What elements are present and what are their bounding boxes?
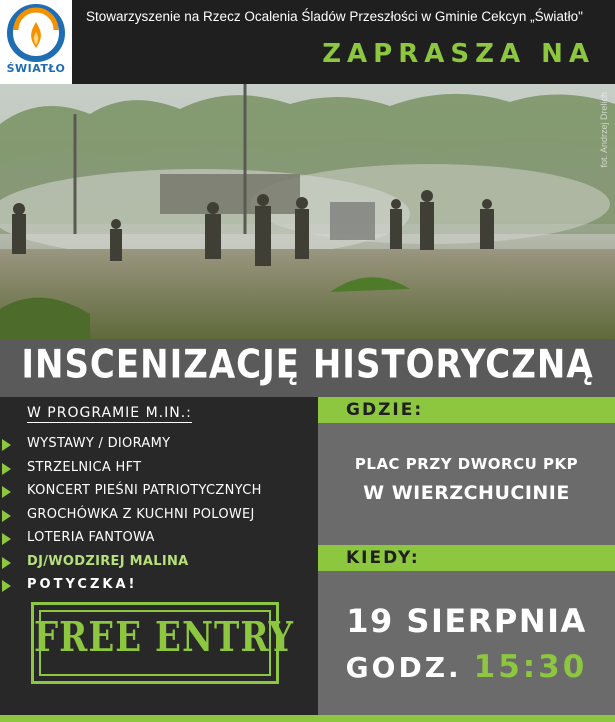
time-value: 15:30	[473, 649, 588, 685]
location-line-2: W WIERZCHUCINIE	[363, 482, 570, 504]
where-heading: GDZIE:	[346, 400, 424, 420]
organization-name: Stowarzyszenie na Rzecz Ocalenia Śladów Przeszłości w Gminie Cekcyn „Światło"	[86, 9, 583, 24]
event-title: INSCENIZACJĘ HISTORYCZNĄ	[21, 342, 594, 388]
arrow-icon	[2, 463, 11, 475]
arrow-icon	[2, 439, 11, 451]
time-label: GODZ.	[345, 651, 462, 684]
free-entry-stamp	[31, 602, 294, 684]
where-heading-bar	[318, 397, 615, 423]
when-heading: KIEDY:	[346, 548, 420, 568]
free-entry-text: FREE ENTRY	[34, 614, 294, 662]
when-heading-bar	[318, 545, 615, 571]
title-band	[0, 339, 615, 397]
arrow-icon	[2, 533, 11, 545]
arrow-icon	[2, 557, 11, 569]
arrow-icon	[2, 486, 11, 498]
header	[0, 0, 615, 84]
event-time	[318, 649, 615, 685]
reenactment-photo	[0, 84, 615, 339]
flame-icon	[7, 4, 65, 62]
program-heading: W PROGRAMIE M.IN.:	[27, 405, 192, 421]
arrow-icon	[2, 580, 11, 592]
logo	[0, 0, 72, 84]
logo-text: ŚWIATŁO	[6, 62, 66, 75]
program-panel: W PROGRAMIE M.IN.: WYSTAWY / DIORAMY STRZELNICA HFT KONCERT PIEŚNI PATRIOTYCZNYCH GROCHÓWKA Z KUCHNI POLOWEJ LOTERIA FANTOWA DJ/WODZIREJ MALINA POTYCZKA! FREE ENTRY	[0, 397, 318, 722]
photo-credit: fot. Andrzej Drelich	[599, 92, 609, 168]
bottom-accent-bar	[0, 715, 615, 722]
event-date: 19 SIERPNIA	[346, 602, 587, 640]
location-line-1: PLAC PRZY DWORCU PKP	[354, 455, 579, 473]
arrow-icon	[2, 510, 11, 522]
info-panel	[318, 397, 615, 722]
invite-heading: ZAPRASZA NA	[322, 39, 595, 69]
